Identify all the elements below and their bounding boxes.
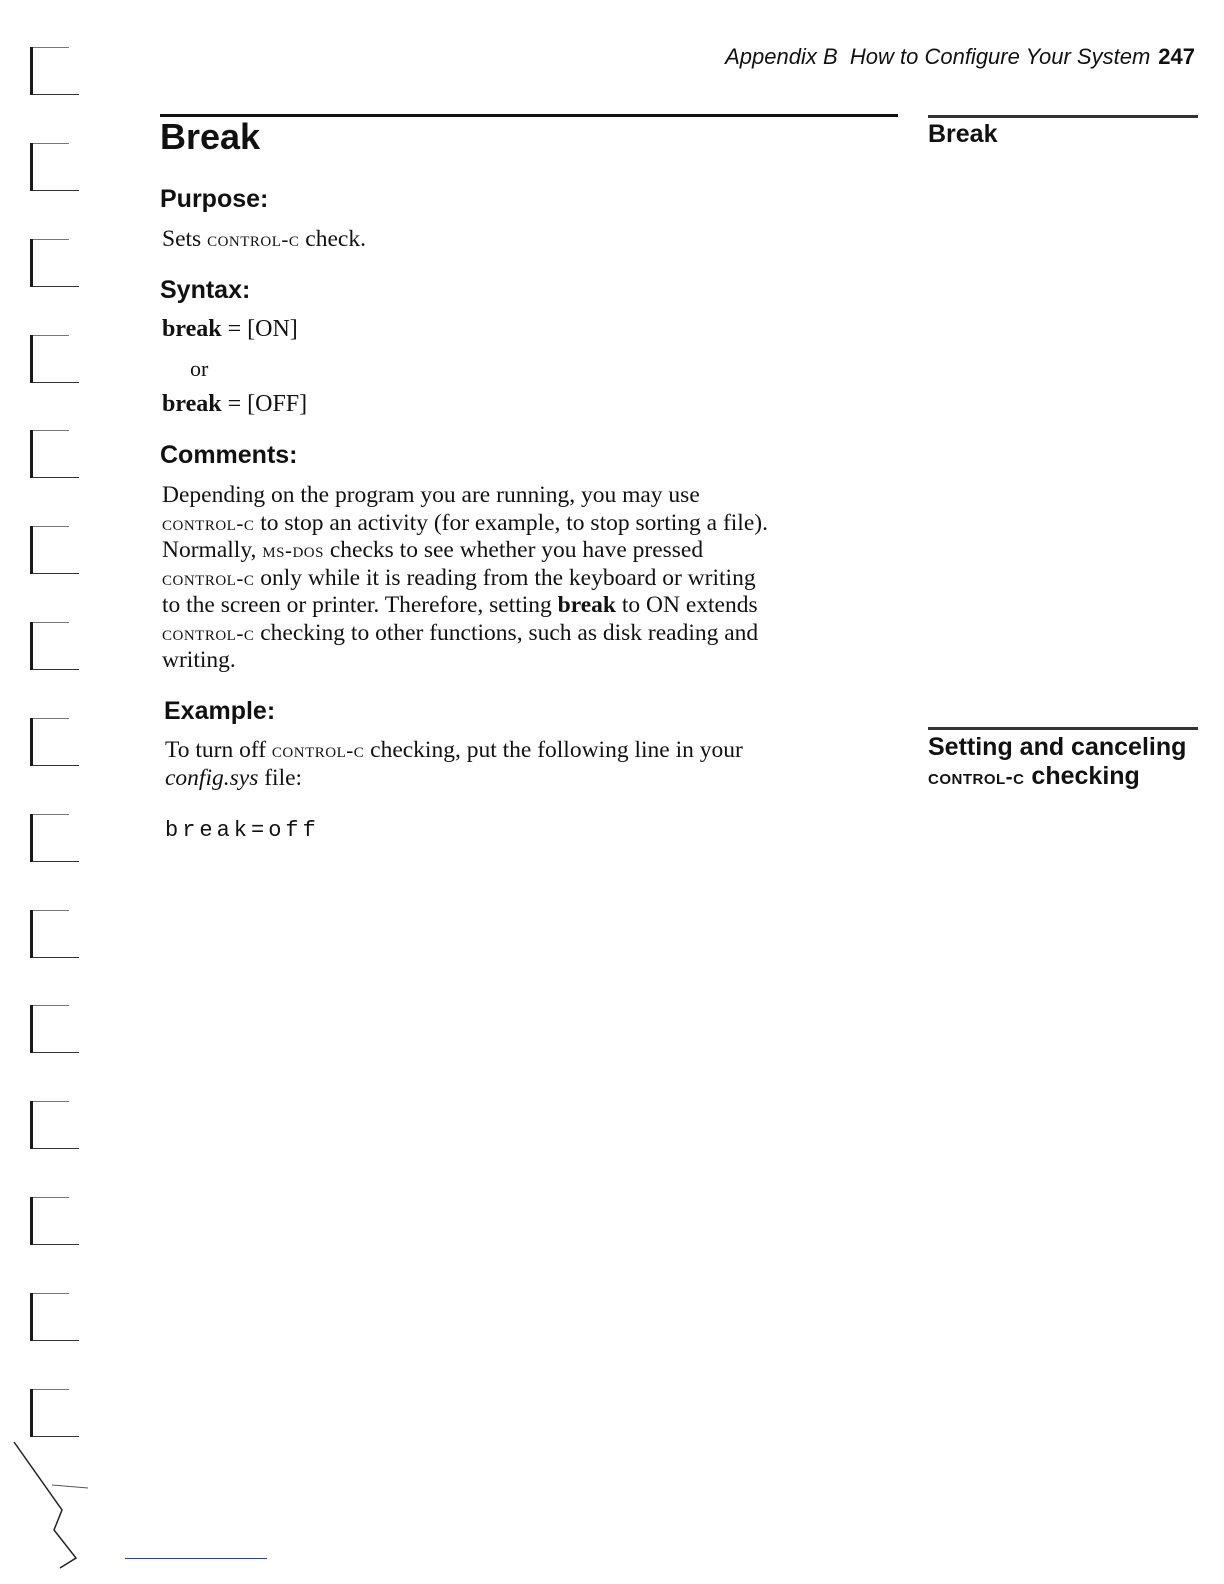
binding-bracket (30, 239, 79, 287)
text-run: check. (299, 226, 366, 252)
syntax-keyword: break (162, 391, 222, 417)
syntax-line-on (162, 316, 298, 343)
text-run: checking, put the following line in your (364, 737, 743, 763)
binding-bracket (30, 1197, 79, 1245)
binding-bracket (30, 143, 79, 191)
binding-wire-mark (12, 1440, 92, 1570)
binding-bracket (30, 718, 79, 766)
keyname: control-c (162, 510, 255, 535)
filename: config.sys (165, 764, 259, 791)
page-title: Break (160, 116, 261, 157)
binding-bracket (30, 430, 79, 478)
sidebar-rule (928, 115, 1198, 118)
comments-paragraph (162, 482, 768, 675)
sidebar-heading-setting-canceling (928, 733, 1208, 792)
binding-bracket (30, 622, 79, 670)
page-number: 247 (1158, 44, 1195, 69)
binding-bracket (30, 47, 79, 95)
text-run: checking to other functions, such as disk reading and (254, 619, 759, 646)
syntax-keyword: break (162, 316, 222, 342)
sidebar-heading-rest: checking (1024, 762, 1140, 790)
footer-rule (125, 1558, 267, 1559)
purpose-heading: Purpose: (160, 185, 269, 213)
binding-bracket (30, 1005, 79, 1053)
binding-bracket (30, 1101, 79, 1149)
keyname: control-c (271, 738, 365, 762)
text-run: only while it is reading from the keyboard or writing (254, 564, 756, 591)
comments-heading: Comments: (160, 441, 298, 469)
binding-bracket (30, 335, 79, 383)
text-run: writing. (162, 647, 236, 673)
binding-bracket (30, 1293, 79, 1341)
keyname: ms-dos (262, 538, 324, 562)
syntax-heading: Syntax: (160, 276, 251, 304)
code-example: break=off (165, 818, 320, 843)
text-run: To turn off (165, 737, 272, 763)
example-paragraph (165, 737, 743, 792)
binding-bracket (30, 526, 79, 574)
text-run: Depending on the program you are running, you may use (162, 482, 700, 508)
text-run: to the screen or printer. Therefore, setting (162, 592, 558, 618)
text-run: Normally, (162, 537, 263, 563)
keyname: control-c (162, 565, 255, 590)
text-run: to ON extends (615, 592, 758, 618)
sidebar-heading-break: Break (928, 120, 998, 148)
sidebar-heading-keyname: control-c (928, 766, 1025, 789)
keyname: control-c (207, 227, 300, 251)
running-head-text: Appendix B How to Configure Your System (725, 44, 1151, 69)
binding-bracket (30, 910, 79, 958)
syntax-value: = [ON] (221, 316, 298, 342)
text-run: Sets (162, 226, 208, 252)
keyname: control-c (162, 620, 255, 645)
example-heading: Example: (164, 697, 276, 725)
syntax-or: or (190, 356, 209, 381)
binding-bracket (30, 1389, 79, 1437)
purpose-text (162, 226, 366, 254)
keyword: break (557, 592, 616, 618)
sidebar-rule (928, 727, 1198, 730)
text-run: file: (258, 764, 303, 791)
title-rule (160, 114, 898, 117)
sidebar-heading-line: Setting and canceling (928, 733, 1187, 761)
text-run: to stop an activity (for example, to stop sorting a file). (254, 509, 768, 536)
running-head (725, 44, 1195, 70)
syntax-value: = [OFF] (221, 391, 308, 417)
binding-bracket (30, 814, 79, 862)
text-run: checks to see whether you have pressed (323, 537, 704, 563)
syntax-line-off (162, 391, 307, 418)
